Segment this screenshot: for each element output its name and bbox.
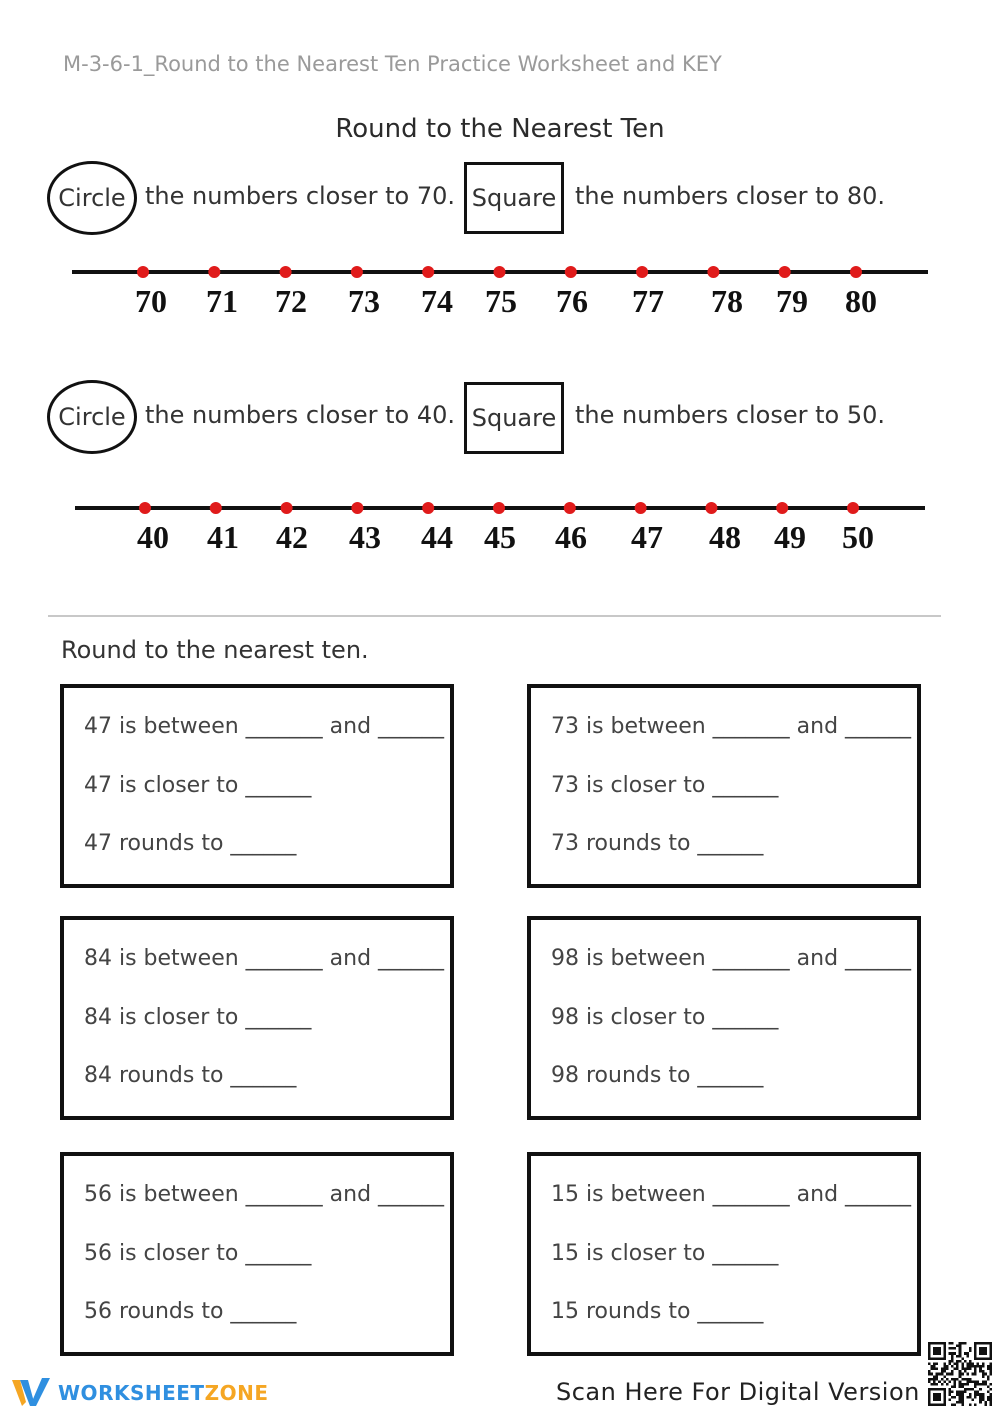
number-line-dot (635, 502, 647, 514)
number-line-dot (707, 266, 719, 278)
between-prompt: 98 is between _______ and ______ (551, 946, 912, 971)
number-line-dot (208, 266, 220, 278)
circle-instruction: the numbers closer to 40. (145, 401, 456, 429)
scan-caption: Scan Here For Digital Version (556, 1378, 920, 1406)
worksheet-title: Round to the Nearest Ten (335, 114, 665, 144)
logo-text (58, 1381, 268, 1405)
closer-prompt: 73 is closer to ______ (551, 773, 779, 798)
practice-box (527, 916, 921, 1120)
square-instruction: the numbers closer to 50. (575, 401, 886, 429)
number-line-label: 75 (485, 283, 517, 319)
number-line-dot (422, 502, 434, 514)
number-line-label: 71 (206, 283, 238, 319)
square-label: Square (464, 382, 564, 454)
logo-w-icon (12, 1376, 52, 1410)
number-line-label: 77 (632, 283, 664, 319)
number-line-dot (850, 266, 862, 278)
closer-prompt: 56 is closer to ______ (84, 1241, 312, 1266)
qr-code-icon[interactable] (928, 1342, 992, 1406)
number-line-dot (351, 502, 363, 514)
number-line-label: 42 (276, 519, 308, 555)
between-prompt: 73 is between _______ and ______ (551, 714, 912, 739)
number-line-dot (210, 502, 222, 514)
practice-box (527, 684, 921, 888)
rounds-prompt: 98 rounds to ______ (551, 1063, 764, 1088)
number-line-dot (493, 502, 505, 514)
circle-label: Circle (47, 380, 137, 454)
number-line-label: 41 (207, 519, 239, 555)
number-line-label: 40 (137, 519, 169, 555)
between-prompt: 84 is between _______ and ______ (84, 946, 445, 971)
number-line-dot (705, 502, 717, 514)
rounds-prompt: 56 rounds to ______ (84, 1299, 297, 1324)
rounds-prompt: 47 rounds to ______ (84, 831, 297, 856)
circle-label: Circle (47, 161, 137, 235)
number-line-dot (139, 502, 151, 514)
number-line-label: 73 (348, 283, 380, 319)
number-line-label: 46 (555, 519, 587, 555)
number-line-label: 43 (349, 519, 381, 555)
number-line-label: 44 (421, 519, 453, 555)
section-divider (48, 615, 941, 617)
number-line-40-50 (0, 494, 1000, 574)
number-line-dot (776, 502, 788, 514)
number-line-label: 45 (484, 519, 516, 555)
number-line-dot (351, 266, 363, 278)
number-line-70-80 (0, 258, 1000, 338)
rounds-prompt: 84 rounds to ______ (84, 1063, 297, 1088)
practice-box (60, 1152, 454, 1356)
number-line-label: 78 (711, 283, 743, 319)
worksheetzone-logo[interactable] (12, 1374, 268, 1412)
number-line-label: 48 (709, 519, 741, 555)
number-line-label: 50 (842, 519, 874, 555)
logo-text-worksheet: WORKSHEET (58, 1381, 205, 1405)
practice-box (60, 684, 454, 888)
number-line-label: 79 (776, 283, 808, 319)
rounds-prompt: 15 rounds to ______ (551, 1299, 764, 1324)
practice-box (60, 916, 454, 1120)
document-header: M-3-6-1_Round to the Nearest Ten Practice Worksheet and KEY (63, 52, 722, 76)
closer-prompt: 47 is closer to ______ (84, 773, 312, 798)
number-line-dot (636, 266, 648, 278)
circle-instruction: the numbers closer to 70. (145, 182, 456, 210)
number-line-label: 72 (275, 283, 307, 319)
closer-prompt: 98 is closer to ______ (551, 1005, 779, 1030)
number-line-dot (565, 266, 577, 278)
practice-box (527, 1152, 921, 1356)
number-line-label: 80 (845, 283, 877, 319)
number-line-label: 74 (421, 283, 453, 319)
number-line-dot (422, 266, 434, 278)
square-label: Square (464, 162, 564, 234)
rounding-heading: Round to the nearest ten. (61, 636, 369, 664)
number-line-dot (137, 266, 149, 278)
closer-prompt: 84 is closer to ______ (84, 1005, 312, 1030)
number-line-label: 47 (631, 519, 663, 555)
number-line-label: 70 (135, 283, 167, 319)
number-line-label: 76 (556, 283, 588, 319)
number-line-dot (280, 266, 292, 278)
number-line-dot (847, 502, 859, 514)
number-line-dot (281, 502, 293, 514)
number-line-dot (564, 502, 576, 514)
between-prompt: 56 is between _______ and ______ (84, 1182, 445, 1207)
logo-text-zone: ZONE (204, 1381, 269, 1405)
square-instruction: the numbers closer to 80. (575, 182, 886, 210)
between-prompt: 47 is between _______ and ______ (84, 714, 445, 739)
number-line-dot (779, 266, 791, 278)
rounds-prompt: 73 rounds to ______ (551, 831, 764, 856)
between-prompt: 15 is between _______ and ______ (551, 1182, 912, 1207)
closer-prompt: 15 is closer to ______ (551, 1241, 779, 1266)
number-line-label: 49 (774, 519, 806, 555)
number-line-dot (494, 266, 506, 278)
